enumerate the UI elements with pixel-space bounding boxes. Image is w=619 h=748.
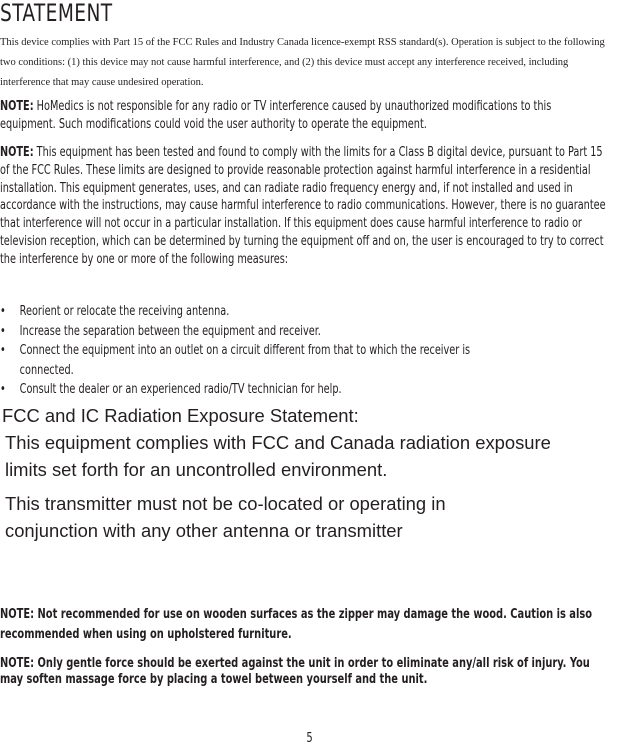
fcc-compliance-paragraph: This device complies with Part 15 of the FCC Rules and Industry Canada licence-exempt RSS standard(s). Operation is subject to the following two conditions: (1) this device may not cause harmful interference, and (2) this device must accept any interference received, including interference that may cause undesired operation.	[0, 37, 605, 88]
list-item: • Connect the equipment into an outlet on a circuit different from that to which the receiver is connected.	[0, 341, 508, 380]
radiation-line-1: This equipment complies with FCC and Canada radiation exposure	[5, 432, 551, 453]
radiation-line-2: limits set forth for an uncontrolled environment.	[5, 459, 388, 480]
list-item: • Consult the dealer or an experienced radio/TV technician for help.	[0, 380, 508, 400]
note-gentle-force: NOTE: Only gentle force should be exerted against the unit in order to eliminate any/all risk of injury. You may soften massage force by placing a towel between yourself and the unit.	[0, 656, 590, 687]
page-number: 5	[306, 731, 313, 746]
note-text: This equipment has been tested and found to comply with the limits for a Class B digital device, pursuant to Part 15 of the FCC Rules. These limits are designed to provide reasonable protection against harmful interference in a residential installation. This equipment generates, uses, and can radiate radio frequency energy and, if not installed and used in accordance with the instructions, may cause harmful interference to radio communications. However, there is no guarantee that interference will not occur in a particular installation. If this equipment does cause harmful interference to radio or television reception, which can be determined by turning the equipment off and on, the user is encouraged to try to correct the interference by one or more of the following measures:	[0, 145, 606, 267]
page-heading: STATEMENT	[0, 0, 113, 27]
list-item: • Reorient or relocate the receiving antenna.	[0, 302, 508, 322]
note-text: HoMedics is not responsible for any radio or TV interference caused by unauthorized modifications to this equipment. Such modifications could void the user authority to operate the equipment.	[0, 99, 552, 132]
radiation-title: FCC and IC Radiation Exposure Statement:	[2, 405, 359, 426]
note-label: NOTE:	[0, 145, 34, 160]
note-wooden-surfaces: NOTE: Not recommended for use on wooden surfaces as the zipper may damage the wood. Caution is also recommended when using on upholstered furniture.	[0, 607, 593, 642]
note-class-b-device	[0, 144, 607, 269]
radiation-line-3: This transmitter must not be co-located or operating in	[5, 493, 446, 514]
radiation-line-4: conjunction with any other antenna or transmitter	[5, 520, 403, 541]
list-item: • Increase the separation between the equipment and receiver.	[0, 322, 508, 342]
note-label: NOTE:	[0, 99, 34, 114]
note-unauthorized-modifications	[0, 98, 607, 134]
measures-list	[0, 302, 508, 400]
